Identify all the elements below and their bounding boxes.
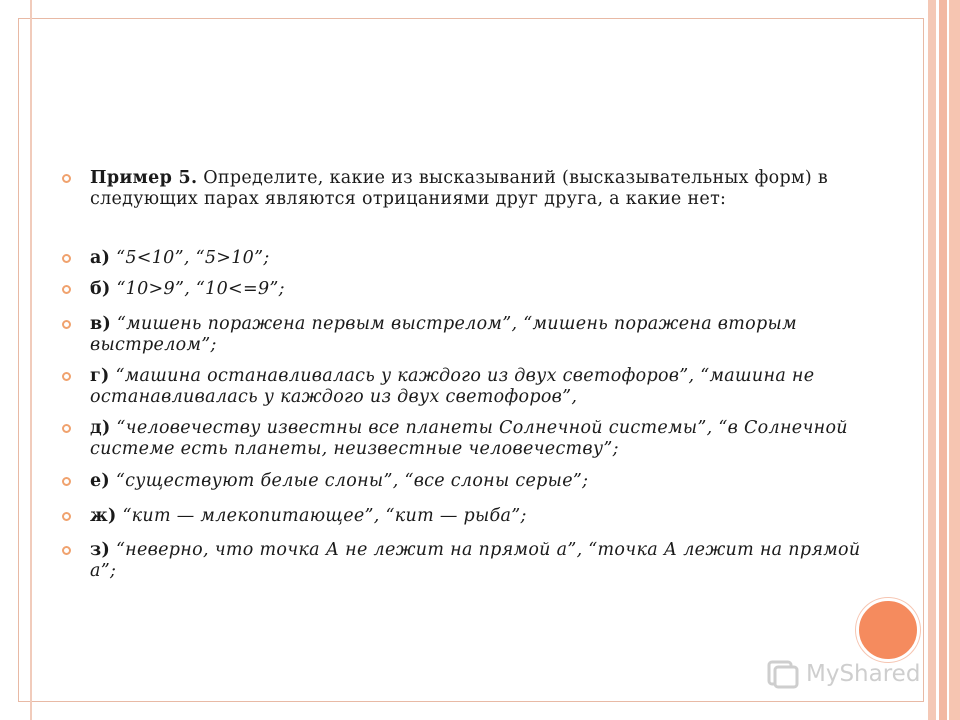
item-label: ж) [90,506,117,526]
bullet-icon [62,546,71,555]
item-text: “человечеству известны все планеты Солнечной системы”, “в Солнечной системе есть планеты, неизвестные человечеству”; [90,418,848,459]
list-item [62,279,882,300]
item-label: з) [90,540,111,560]
item-label: д) [90,418,111,438]
item-label: е) [90,471,111,491]
bullet-icon [62,285,71,294]
item-text: “кит — млекопитающее”, “кит — рыба”; [122,506,527,526]
bullet-icon [62,372,71,381]
list-item [62,314,882,356]
frame-left-line [30,0,32,720]
list-item [62,366,882,408]
list-item-intro [62,168,882,210]
item-text: “неверно, что точка А не лежит на прямой а”, “точка А лежит на прямой а”; [90,540,861,581]
decor-stripe [939,0,947,720]
item-label: в) [90,314,112,334]
watermark-text: MyShared [806,661,921,687]
item-text: “существуют белые слоны”, “все слоны серые”; [115,471,589,491]
list-item [62,471,882,492]
item-text: “5<10”, “5>10”; [116,248,270,268]
bullet-icon [62,254,71,263]
item-text: “10>9”, “10<=9”; [116,279,285,299]
bullet-icon [62,512,71,521]
item-text: Определите, какие из высказываний (высказывательных форм) в следующих парах являются отрицаниями друг друга, а какие нет: [90,168,829,209]
item-text: “мишень поражена первым выстрелом”, “мишень поражена вторым выстрелом”; [90,314,797,355]
item-label: а) [90,248,111,268]
item-label: б) [90,279,111,299]
slide-content [62,168,882,595]
bullet-icon [62,174,71,183]
list-item [62,540,882,582]
item-text: “машина останавливалась у каждого из двух светофоров”, “машина не останавливалась у каждого из двух светофоров”, [90,366,815,407]
myshared-logo-icon [766,657,800,691]
watermark [766,654,920,694]
list-item [62,418,882,460]
bullet-icon [62,424,71,433]
decor-stripe [949,0,960,720]
item-label: г) [90,366,110,386]
list-item [62,506,882,527]
bullet-icon [62,320,71,329]
bullet-icon [62,477,71,486]
decor-circle [856,598,920,662]
list-item [62,248,882,269]
item-label: Пример 5. [90,168,198,188]
decor-stripe [928,0,936,720]
